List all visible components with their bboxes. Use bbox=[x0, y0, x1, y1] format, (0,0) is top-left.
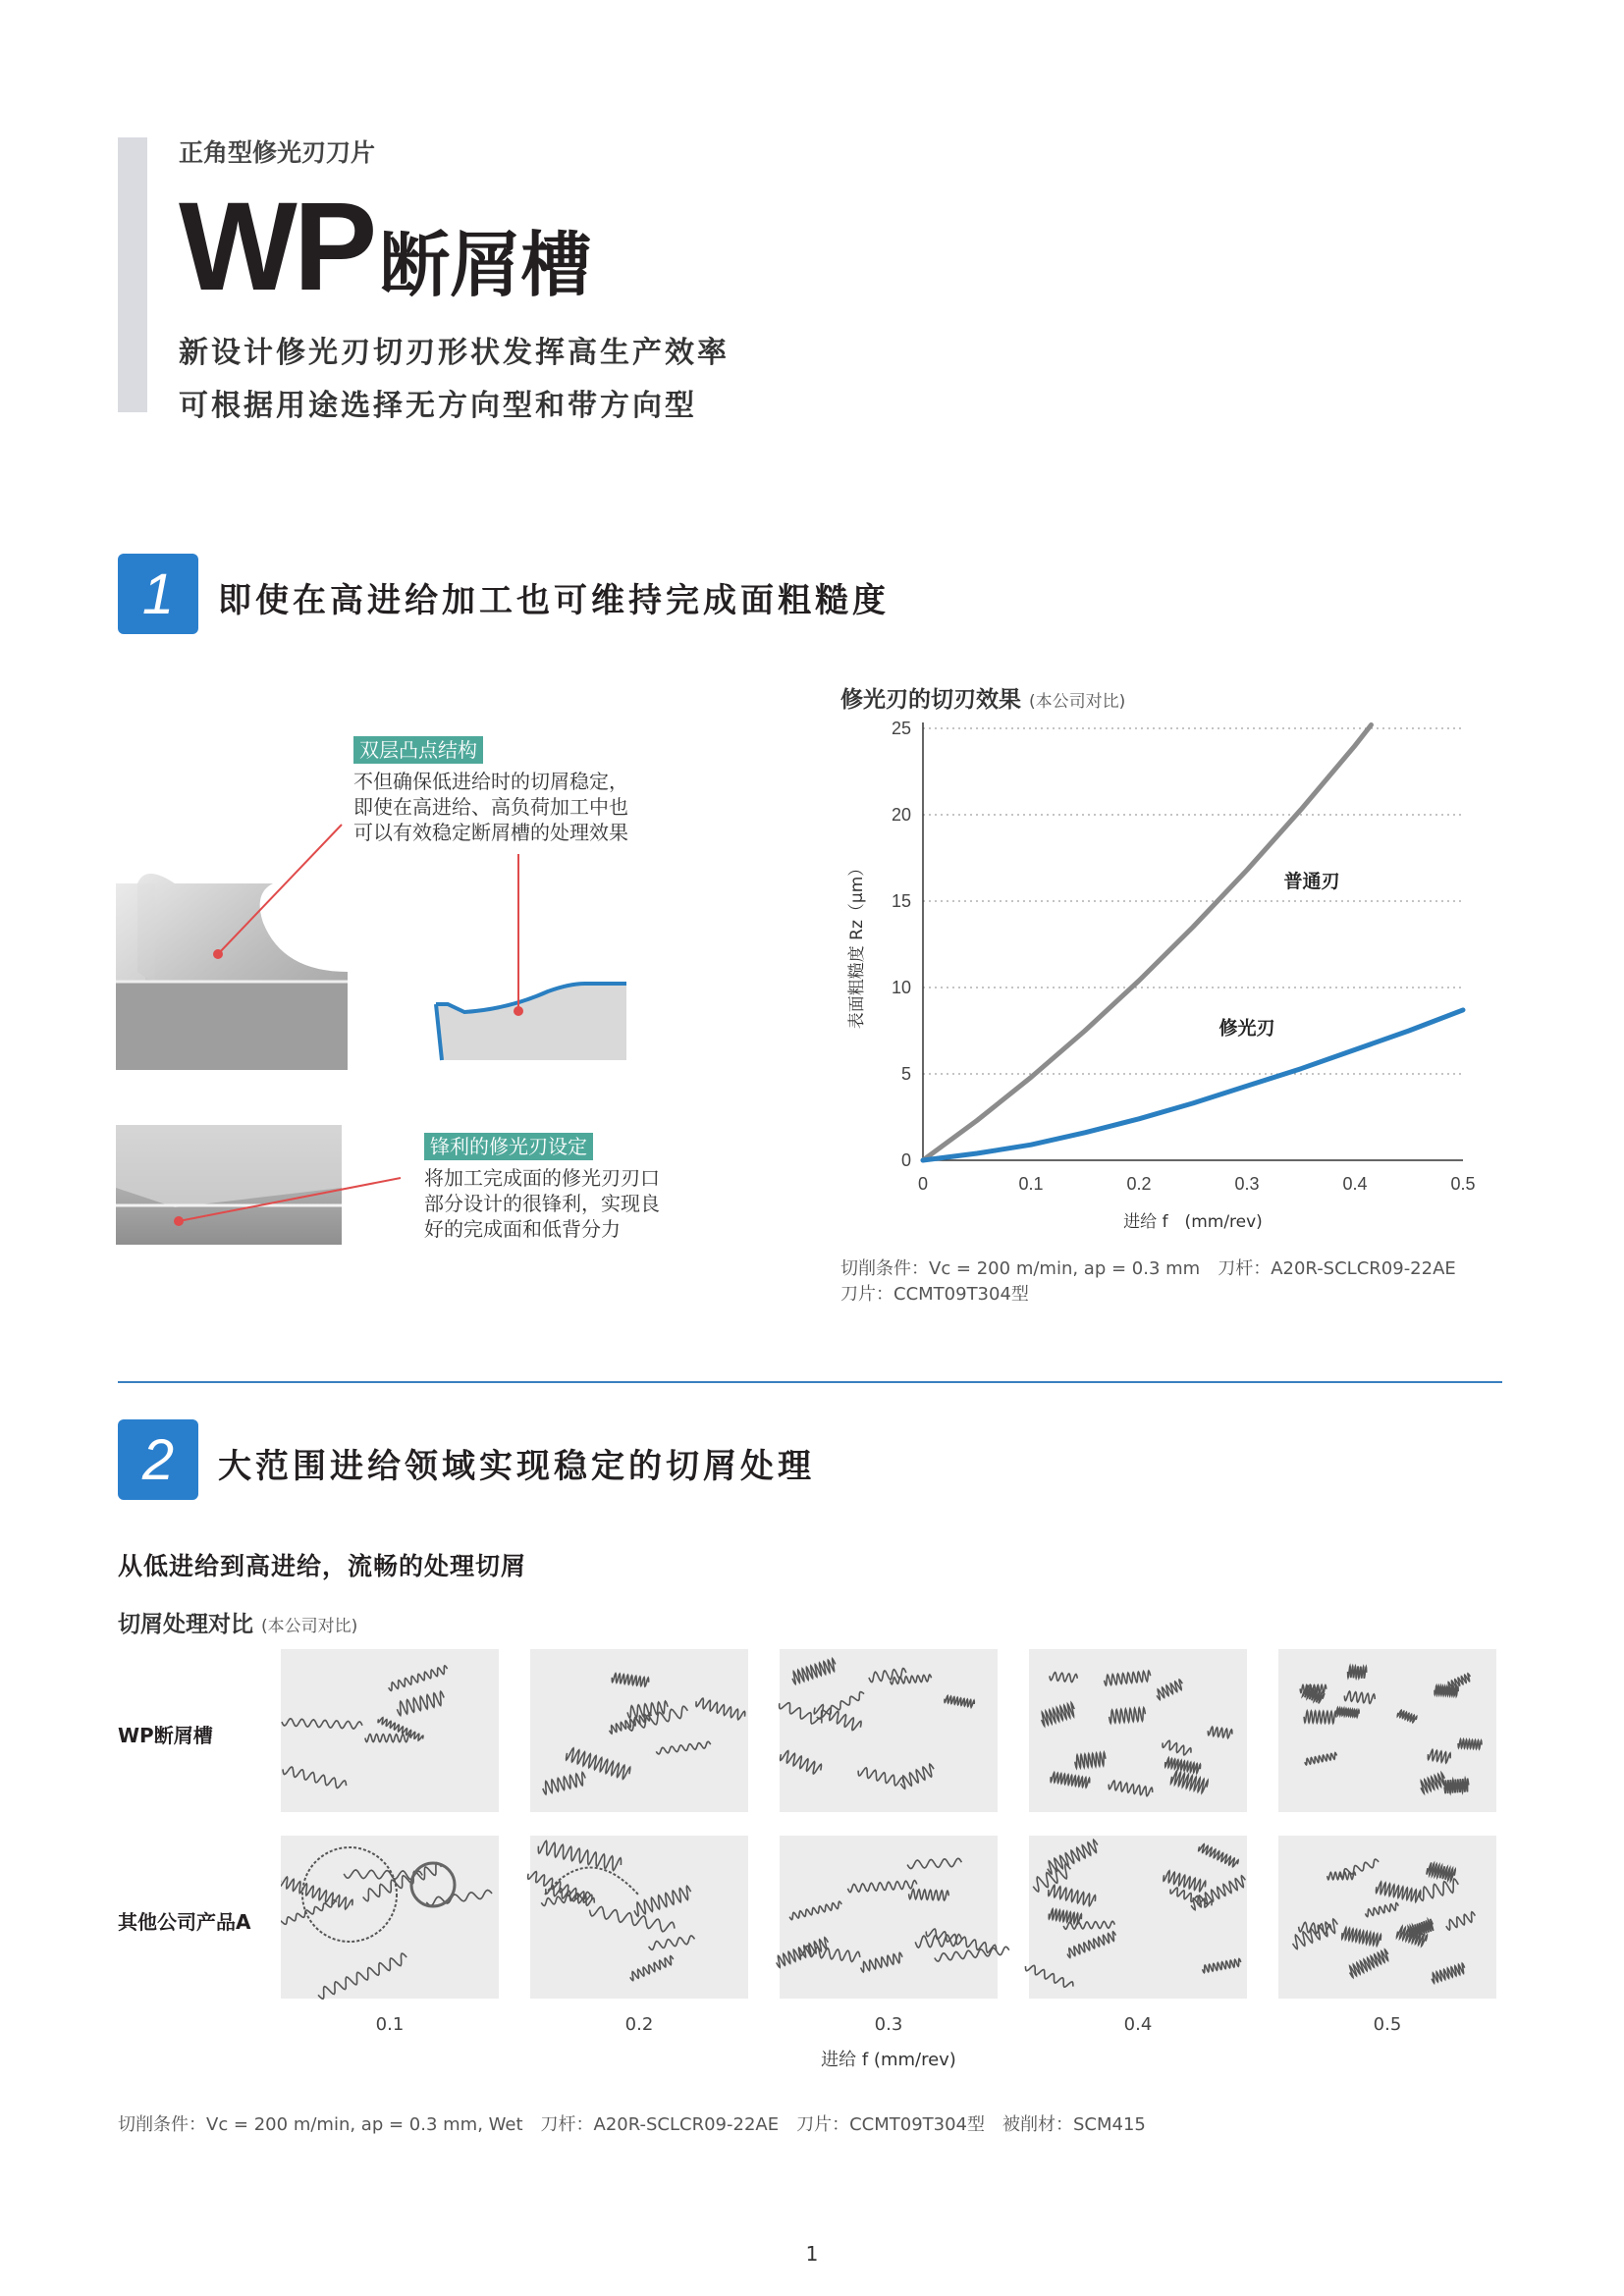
leader-dot-2 bbox=[514, 1006, 523, 1016]
chip-photo bbox=[281, 1649, 499, 1812]
y-tick-label: 25 bbox=[891, 719, 911, 738]
feed-tick: 0.1 bbox=[375, 2014, 405, 2035]
title-cjk: 断屑槽 bbox=[379, 224, 592, 306]
leader-dot-3 bbox=[174, 1216, 184, 1226]
callout-1-line: 不但确保低进给时的切屑稳定， bbox=[353, 770, 628, 793]
section-2-title: 大范围进给领域实现稳定的切屑处理 bbox=[218, 1447, 815, 1486]
y-tick-label: 10 bbox=[891, 978, 911, 997]
y-axis-label: 表面粗糙度 Rz（μm） bbox=[847, 859, 867, 1030]
chip-photo bbox=[777, 1836, 1009, 1999]
chip-photo-grid bbox=[281, 1649, 1498, 2002]
y-tick-label: 0 bbox=[900, 1150, 911, 1170]
chip-photo-bg bbox=[780, 1836, 998, 1999]
chip-photo bbox=[1026, 1836, 1248, 1999]
chart-title: 修光刃的切刃效果 bbox=[840, 687, 1021, 713]
lead-line-1: 新设计修光刃切刃形状发挥高生产效率 bbox=[179, 336, 730, 370]
chip-photo bbox=[1029, 1649, 1247, 1812]
row-label-competitor: 其他公司产品A bbox=[118, 1910, 251, 1934]
chip-mark bbox=[1458, 1739, 1482, 1749]
chip-photo-bg bbox=[530, 1836, 748, 1999]
section-1-title: 即使在高进给加工也可维持完成面粗糙度 bbox=[218, 581, 890, 620]
comparison-note: (本公司对比) bbox=[261, 1617, 358, 1636]
chart-ticks bbox=[892, 719, 1476, 1194]
insert-edge-photo bbox=[116, 1125, 342, 1245]
chip-photo bbox=[1278, 1649, 1496, 1812]
feed-tick: 0.3 bbox=[874, 2014, 903, 2035]
x-tick-label: 0.2 bbox=[1126, 1174, 1152, 1194]
x-tick-label: 0.1 bbox=[1018, 1174, 1044, 1194]
insert-profile-diagram bbox=[436, 984, 626, 1060]
feed-tick: 0.5 bbox=[1373, 2014, 1402, 2035]
feed-axis-label: 进给 f (mm/rev) bbox=[821, 2050, 956, 2070]
chart-axes bbox=[923, 722, 1463, 1160]
series-label: 普通刃 bbox=[1283, 870, 1340, 892]
callout-1 bbox=[353, 734, 628, 845]
title-latin: WP bbox=[179, 177, 374, 317]
y-tick-label: 15 bbox=[891, 891, 911, 911]
chip-photo bbox=[281, 1836, 499, 1999]
chip-photo bbox=[780, 1649, 998, 1812]
page-number: 1 bbox=[805, 2242, 819, 2266]
section-2-number: 2 bbox=[118, 1419, 198, 1500]
x-tick-label: 0.5 bbox=[1450, 1174, 1476, 1194]
callout-1-line: 即使在高进给、高负荷加工中也 bbox=[353, 795, 628, 819]
section-1-conditions bbox=[840, 1256, 1456, 1308]
chip-photo bbox=[530, 1649, 748, 1812]
feed-tick: 0.2 bbox=[624, 2014, 654, 2035]
section-2-subheading: 从低进给到高进给，流畅的处理切屑 bbox=[118, 1552, 527, 1580]
y-tick-label: 20 bbox=[891, 805, 911, 825]
y-tick-label: 5 bbox=[900, 1064, 911, 1084]
callout-2-line: 好的完成面和低背分力 bbox=[424, 1217, 621, 1241]
section-2-conditions: 切削条件：Vc = 200 m/min, ap = 0.3 mm, Wet 刀杆：A20R-SCLCR09-22AE 刀片：CCMT09T304型 被削材：SCM415 bbox=[118, 2114, 1146, 2135]
series-line-1 bbox=[923, 1010, 1463, 1160]
x-tick-label: 0.4 bbox=[1342, 1174, 1368, 1194]
section-1-condition-line: 刀片：CCMT09T304型 bbox=[840, 1284, 1029, 1305]
comparison-heading bbox=[118, 1606, 357, 1638]
chip-photo bbox=[528, 1836, 748, 1999]
series-line-0 bbox=[923, 725, 1372, 1161]
section-1-condition-line: 切削条件：Vc = 200 m/min, ap = 0.3 mm 刀杆：A20R-SCLCR09-22AE bbox=[840, 1258, 1456, 1279]
callout-2-tag: 锋利的修光刃设定 bbox=[424, 1133, 593, 1160]
row-label-wp: WP断屑槽 bbox=[118, 1724, 213, 1747]
comparison-title: 切屑处理对比 bbox=[118, 1612, 253, 1637]
callout-2 bbox=[424, 1131, 660, 1242]
page-title bbox=[179, 175, 591, 319]
chip-photo-bg bbox=[281, 1836, 499, 1999]
chart-grid bbox=[923, 728, 1463, 1074]
section-divider bbox=[118, 1381, 1502, 1383]
chip-photo-bg bbox=[281, 1649, 499, 1812]
feed-tick-row bbox=[281, 2014, 1498, 2044]
header-subtitle: 正角型修光刃刀片 bbox=[179, 138, 376, 167]
series-label: 修光刃 bbox=[1218, 1017, 1275, 1040]
lead-line-2: 可根据用途选择无方向型和带方向型 bbox=[179, 389, 697, 423]
x-tick-label: 0.3 bbox=[1234, 1174, 1260, 1194]
chart-title-note: (本公司对比) bbox=[1029, 692, 1126, 712]
callout-2-line: 将加工完成面的修光刃刃口 bbox=[424, 1166, 660, 1190]
chip-mark bbox=[1348, 1666, 1367, 1679]
insert-top-photo bbox=[116, 874, 348, 1070]
section-1-number: 1 bbox=[118, 554, 198, 634]
x-axis-label: 进给 f (mm/rev) bbox=[1123, 1212, 1263, 1232]
chip-photo bbox=[1278, 1836, 1496, 1999]
chart-series bbox=[923, 725, 1463, 1161]
leader-dot-1 bbox=[213, 949, 223, 959]
surface-roughness-chart bbox=[835, 707, 1483, 1237]
callout-1-line: 可以有效稳定断屑槽的处理效果 bbox=[353, 821, 628, 844]
header-accent-bar bbox=[118, 137, 147, 412]
x-tick-label: 0 bbox=[917, 1174, 929, 1194]
callout-2-line: 部分设计的很锋利，实现良 bbox=[424, 1192, 660, 1215]
callout-1-tag: 双层凸点结构 bbox=[353, 736, 483, 764]
feed-tick: 0.4 bbox=[1123, 2014, 1153, 2035]
